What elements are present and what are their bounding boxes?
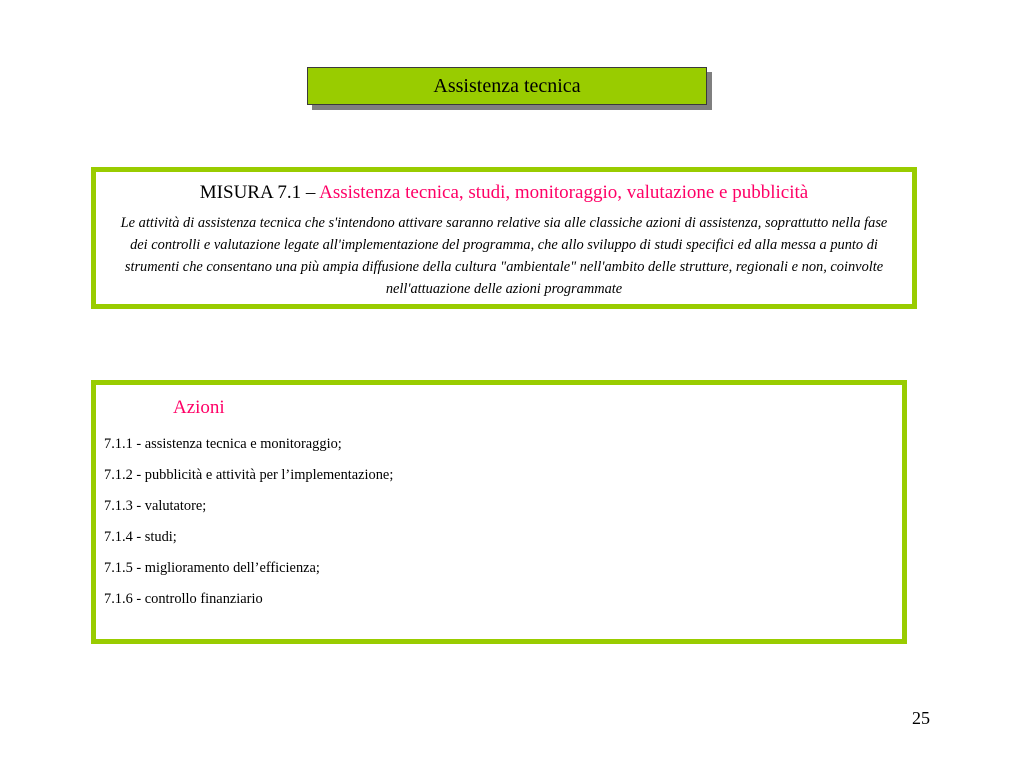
slide-title-box	[307, 67, 707, 105]
misura-description: Le attività di assistenza tecnica che s'intendono attivare saranno relative sia alle classiche azioni di assistenza, soprattutto nella fase dei controlli e valutazione legate all'implementazione del programma, che allo sviluppo di studi specifici ed alla messa a punto di strumenti che consentano una più ampia diffusione della cultura "ambientale" nell'ambito delle strutture, regionali e non, coinvolte nell'attuazione delle azioni programmate	[120, 215, 888, 297]
slide-title: Assistenza tecnica	[433, 74, 581, 97]
misura-panel	[91, 167, 917, 309]
azioni-item: 7.1.6 - controllo finanziario	[104, 591, 263, 607]
misura-prefix: MISURA 7.1 –	[199, 182, 320, 203]
misura-heading	[116, 180, 892, 206]
azioni-panel	[91, 380, 907, 644]
azioni-item: 7.1.4 - studi;	[104, 529, 177, 545]
azioni-title: Azioni	[173, 397, 225, 418]
azioni-item: 7.1.1 - assistenza tecnica e monitoraggio;	[104, 436, 342, 452]
azioni-item: 7.1.5 - miglioramento dell’efficienza;	[104, 560, 320, 576]
azioni-item: 7.1.2 - pubblicità e attività per l’implementazione;	[104, 467, 394, 483]
misura-title: Assistenza tecnica, studi, monitoraggio, valutazione e pubblicità	[319, 182, 809, 203]
azioni-item: 7.1.3 - valutatore;	[104, 498, 207, 514]
page-number: 25	[912, 708, 930, 728]
azioni-list	[104, 429, 393, 615]
